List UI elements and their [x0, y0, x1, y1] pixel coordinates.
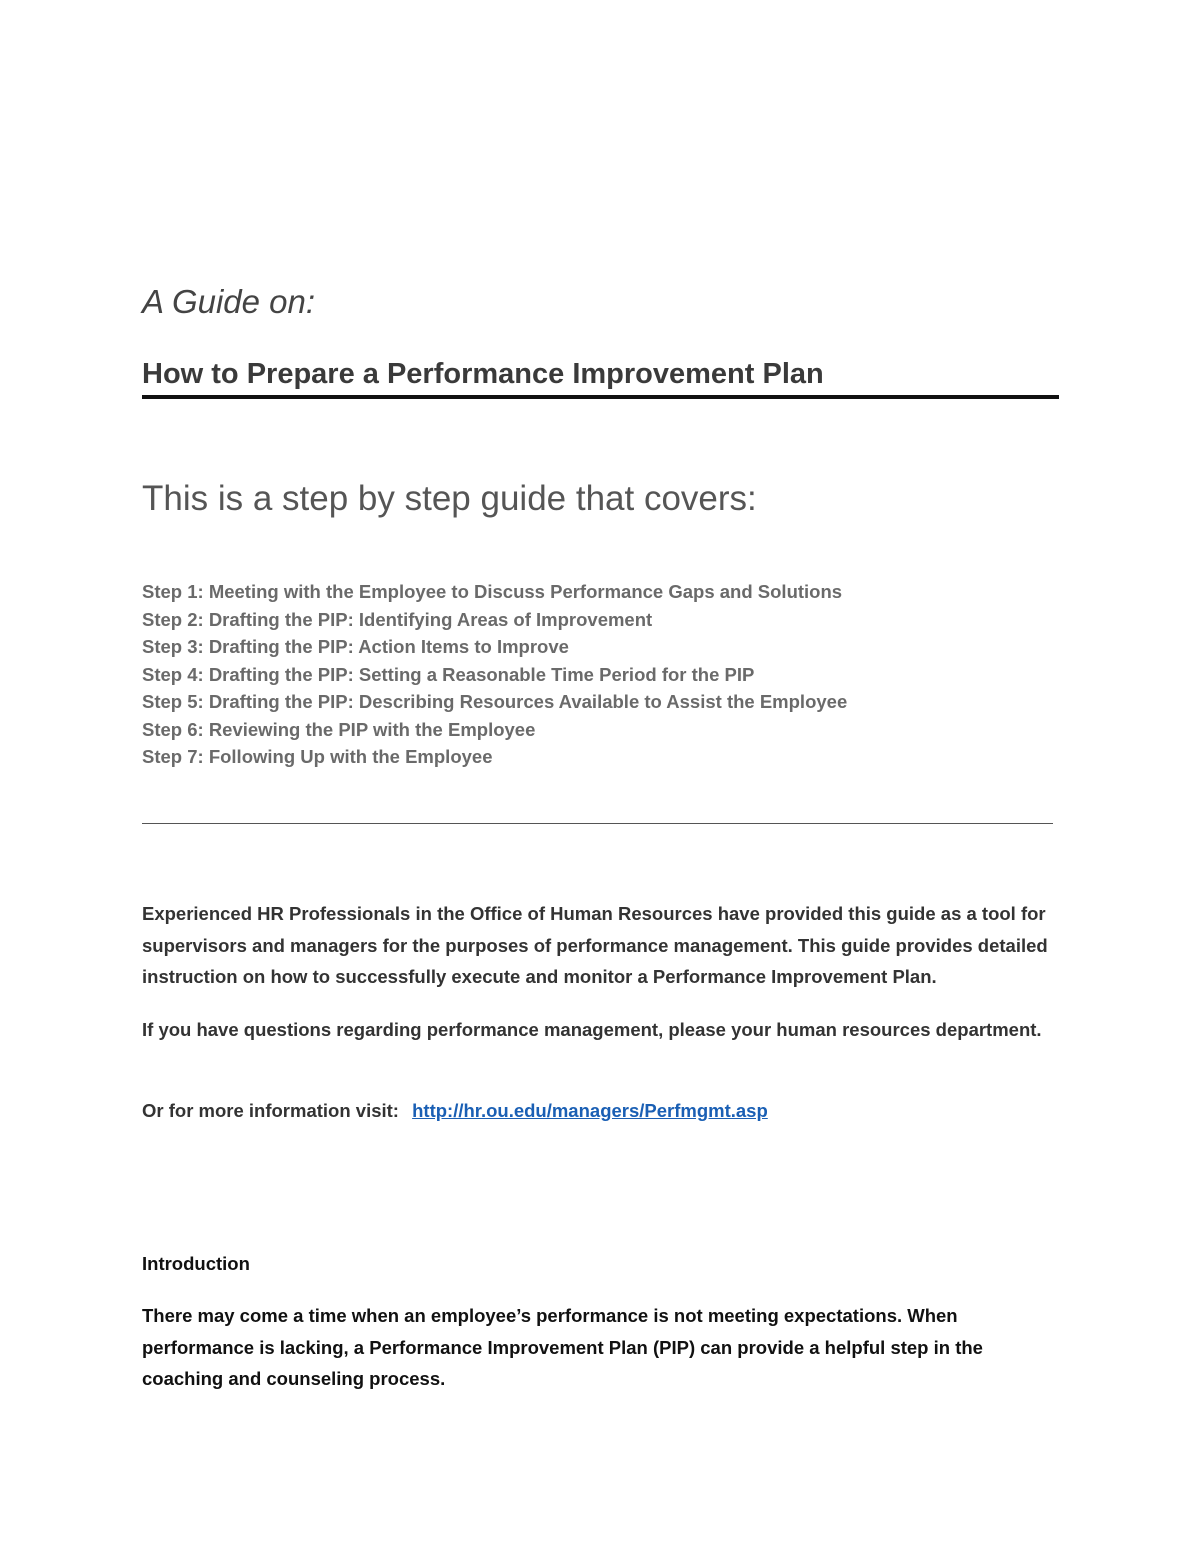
steps-list	[142, 580, 847, 773]
document-title: How to Prepare a Performance Improvement Plan	[142, 358, 824, 390]
questions-paragraph: If you have questions regarding performance management, please your human resources department.	[142, 1019, 1042, 1040]
step-item-7: Step 7: Following Up with the Employee	[142, 746, 493, 767]
more-info-line	[142, 1095, 1052, 1127]
intro-paragraph: Experienced HR Professionals in the Office of Human Resources have provided this guide as a tool for supervisors and managers for the purposes of performance management. This guide provides detailed instruction on how to successfully execute and monitor a Performance Improvement Plan.	[142, 903, 1048, 987]
covers-heading: This is a step by step guide that covers:	[142, 479, 757, 518]
more-info-link[interactable]: http://hr.ou.edu/managers/Perfmgmt.asp	[412, 1100, 768, 1121]
step-item-5: Step 5: Drafting the PIP: Describing Resources Available to Assist the Employee	[142, 691, 848, 712]
step-item-4: Step 4: Drafting the PIP: Setting a Reasonable Time Period for the PIP	[142, 663, 755, 685]
introduction-heading: Introduction	[142, 1253, 250, 1274]
step-item-2: Step 2: Drafting the PIP: Identifying Areas of Improvement	[142, 608, 653, 630]
step-item-6: Step 6: Reviewing the PIP with the Employee	[142, 718, 536, 740]
introduction-paragraph: There may come a time when an employee’s performance is not meeting expectations. When performance is lacking, a Performance Improvement Plan (PIP) can provide a helpful step in the coaching and counseling process.	[142, 1305, 983, 1389]
step-item-1: Step 1: Meeting with the Employee to Discuss Performance Gaps and Solutions	[142, 581, 843, 602]
more-info-label: Or for more information visit:	[142, 1100, 399, 1121]
guide-label: A Guide on:	[142, 283, 316, 320]
section-divider	[142, 823, 1053, 824]
title-underline	[142, 395, 1059, 399]
step-item-3: Step 3: Drafting the PIP: Action Items to Improve	[142, 636, 569, 657]
